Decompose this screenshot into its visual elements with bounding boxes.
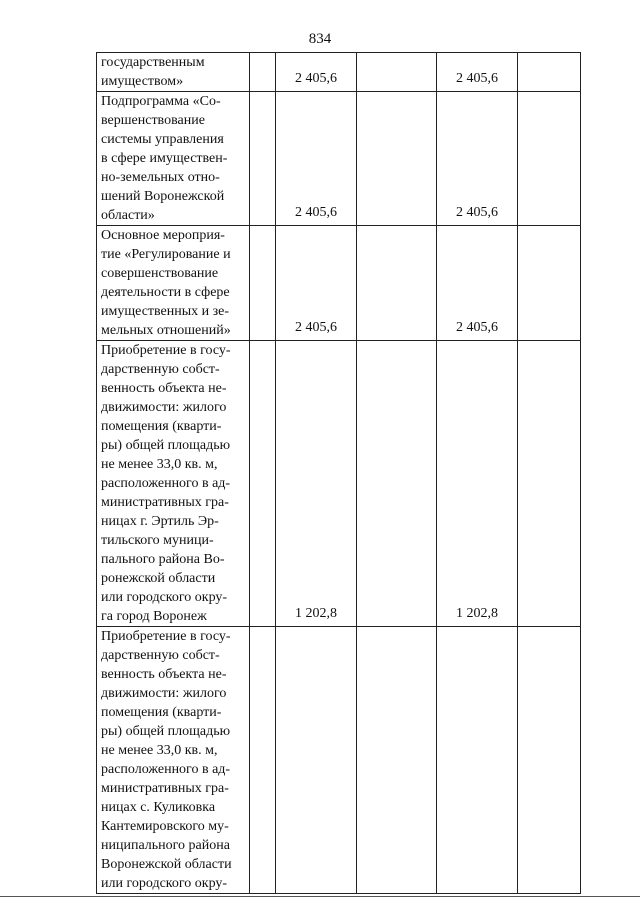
value-cell: 1 202,8	[437, 341, 518, 627]
value-cell: 1 202,8	[276, 341, 357, 627]
table-row	[97, 341, 581, 627]
empty-cell	[250, 53, 276, 92]
empty-cell	[518, 341, 581, 627]
empty-cell	[250, 341, 276, 627]
row-name: Основное мероприя- тие «Регулирование и совершенствование деятельности в сфере имущественных и зе- мельных отношений»	[97, 226, 250, 341]
empty-cell	[518, 92, 581, 226]
value-cell: 2 405,6	[276, 53, 357, 92]
value-cell: 2 405,6	[437, 226, 518, 341]
empty-cell	[518, 226, 581, 341]
value-cell: 2 405,6	[437, 92, 518, 226]
empty-cell	[357, 627, 437, 894]
row-name: Приобретение в госу- дарственную собст- венность объекта не- движимости: жилого помещения (кварти- ры) общей площадью не менее 33,0 кв. м, расположенного в ад- министративных гра- ницах с. Куликовка Кантемировского му- ниципального района Воронежской области или городского окру-	[97, 627, 250, 894]
value-cell: 2 405,6	[276, 92, 357, 226]
value-cell: 2 405,6	[276, 226, 357, 341]
empty-cell	[250, 92, 276, 226]
empty-cell	[250, 226, 276, 341]
page-number: 834	[308, 31, 332, 47]
empty-cell	[518, 53, 581, 92]
budget-table	[96, 52, 581, 894]
empty-cell	[357, 92, 437, 226]
value-cell: 2 405,6	[437, 53, 518, 92]
empty-cell	[357, 53, 437, 92]
table-row	[97, 53, 581, 92]
row-name: Подпрограмма «Со- вершенствование системы управления в сфере имуществен- но-земельных отно- шений Воронежской области»	[97, 92, 250, 226]
value-cell	[276, 627, 357, 894]
row-name: Приобретение в госу- дарственную собст- венность объекта не- движимости: жилого помещения (кварти- ры) общей площадью не менее 33,0 кв. м, расположенного в ад- министративных гра- ницах г. Эртиль Эр- тильского муници- пального района Во- ронежской области или городского окру- га город Воронеж	[97, 341, 250, 627]
table-row	[97, 627, 581, 894]
footer-rule	[0, 896, 640, 897]
empty-cell	[357, 226, 437, 341]
row-name: государственным имуществом»	[97, 53, 250, 92]
table-row	[97, 226, 581, 341]
empty-cell	[250, 627, 276, 894]
table-row	[97, 92, 581, 226]
empty-cell	[518, 627, 581, 894]
empty-cell	[357, 341, 437, 627]
value-cell	[437, 627, 518, 894]
